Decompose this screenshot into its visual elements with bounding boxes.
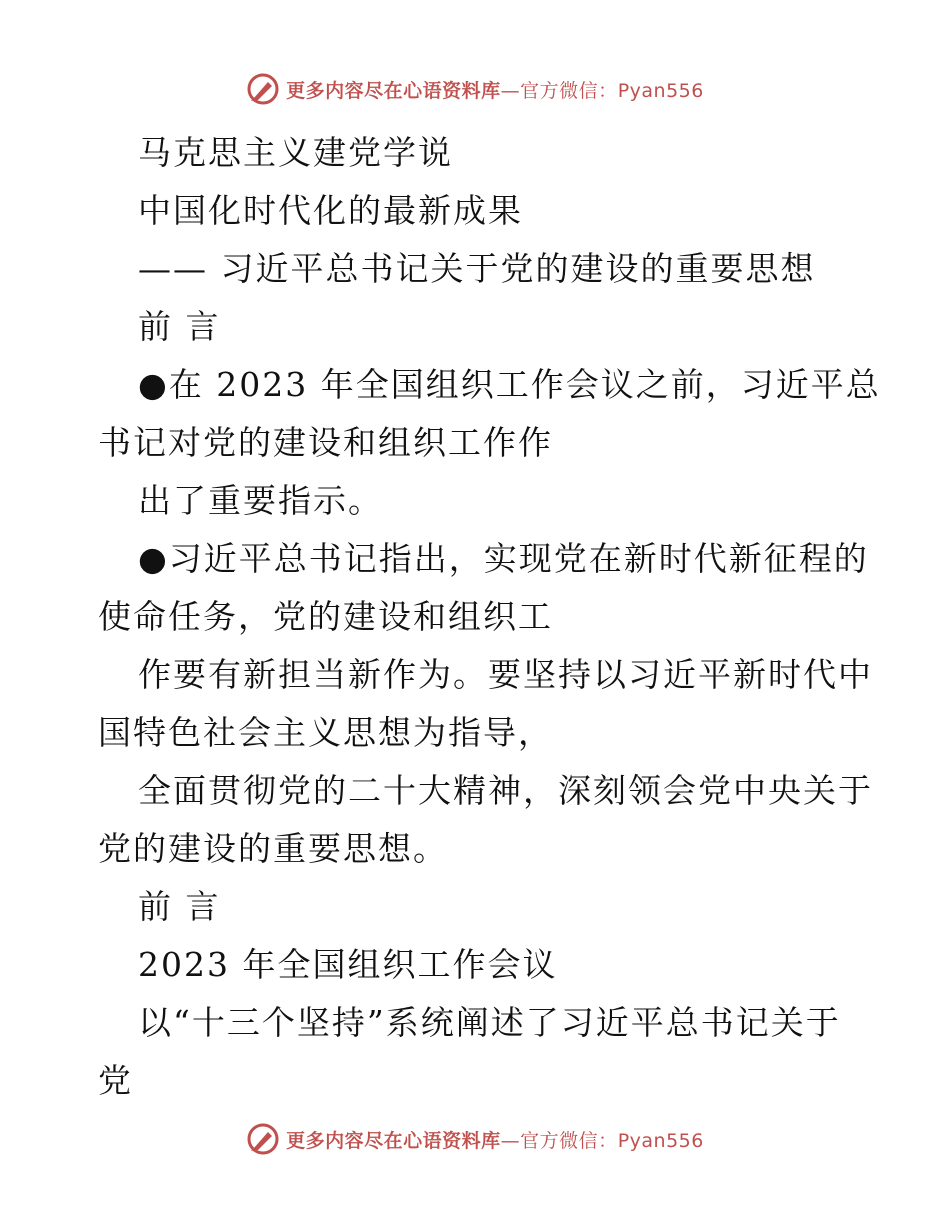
title-line-1: 马克思主义建党学说 xyxy=(138,133,453,172)
paragraph-line: 出了重要指示。 xyxy=(138,481,383,520)
paragraph-line: 以“十三个坚持”系统阐述了习近平总书记关于 xyxy=(138,1003,841,1042)
watermark-text: 更多内容尽在心语资料库—官方微信：Pyan556 xyxy=(286,79,704,102)
paragraph-line: ●在 2023 年全国组织工作会议之前，习近平总 xyxy=(138,365,881,404)
pen-circle-logo-icon xyxy=(246,1122,280,1156)
paragraph-line: 书记对党的建设和组织工作作 xyxy=(98,423,553,462)
title-line-2: 中国化时代化的最新成果 xyxy=(138,191,523,230)
paragraph-line: 党 xyxy=(98,1061,133,1100)
watermark-text: 更多内容尽在心语资料库—官方微信：Pyan556 xyxy=(286,1129,704,1152)
footer-watermark xyxy=(0,1122,950,1156)
section-heading: 前 言 xyxy=(138,887,221,926)
subtitle-line: —— 习近平总书记关于党的建设的重要思想 xyxy=(138,249,816,288)
paragraph-line: 作要有新担当新作为。要坚持以习近平新时代中 xyxy=(138,655,873,694)
pen-circle-logo-icon xyxy=(246,72,280,106)
paragraph-line: 使命任务，党的建设和组织工 xyxy=(98,597,553,636)
paragraph-line: 党的建设的重要思想。 xyxy=(98,829,448,868)
section-heading: 前 言 xyxy=(138,307,221,346)
paragraph-line: ●习近平总书记指出，实现党在新时代新征程的 xyxy=(138,539,869,578)
header-watermark xyxy=(0,72,950,106)
paragraph-line: 全面贯彻党的二十大精神，深刻领会党中央关于 xyxy=(138,771,873,810)
document-body xyxy=(98,124,881,1110)
paragraph-line: 国特色社会主义思想为指导， xyxy=(98,713,553,752)
paragraph-line: 2023 年全国组织工作会议 xyxy=(138,945,558,984)
